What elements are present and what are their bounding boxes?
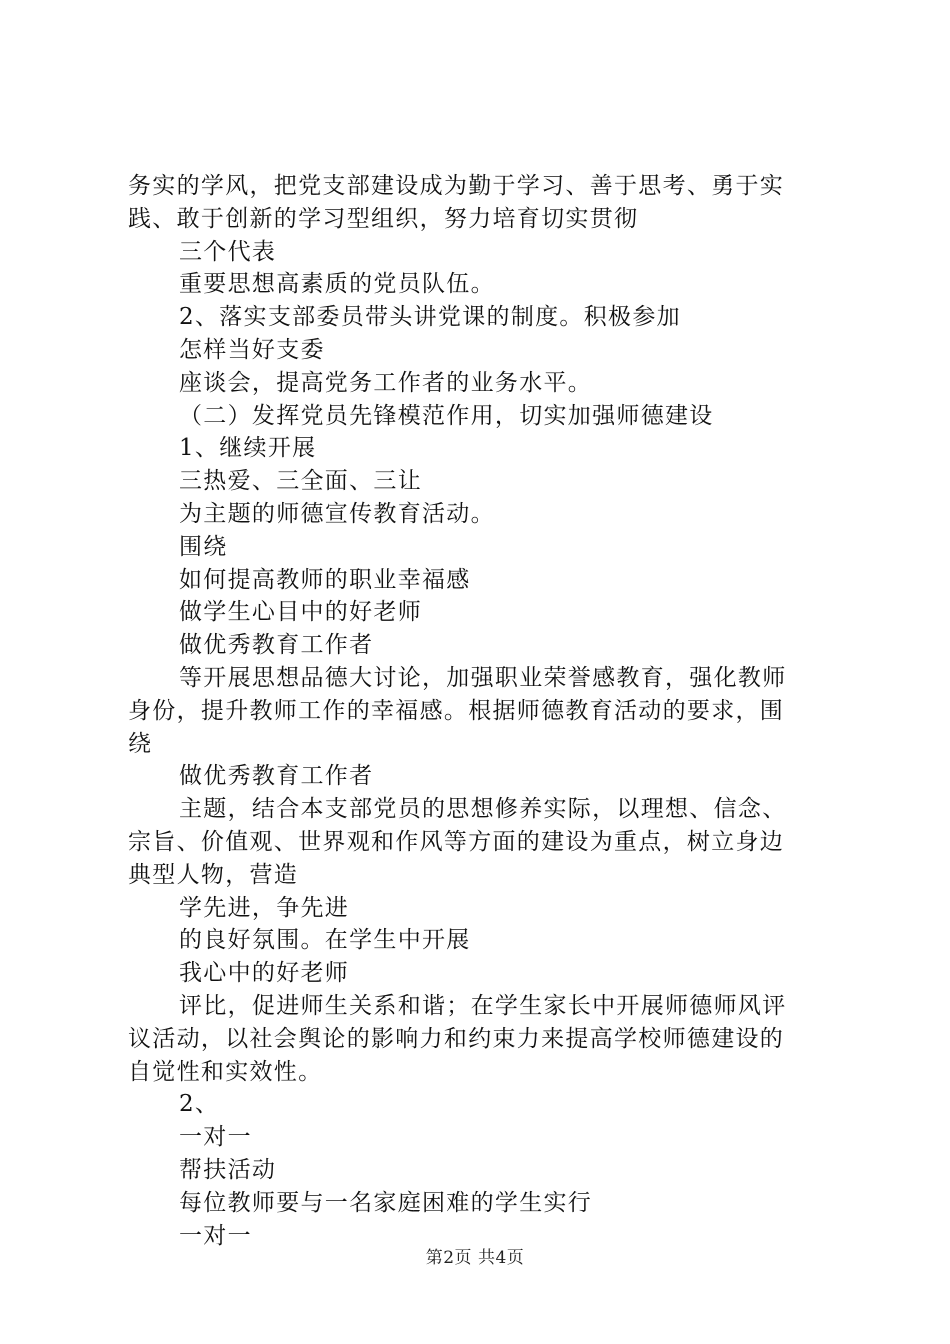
body-text-line: 议活动，以社会舆论的影响力和约束力来提高学校师德建设的	[128, 1025, 785, 1052]
body-text-line: 践、敢于创新的学习型组织，努力培育切实贯彻	[128, 205, 639, 232]
body-text-line: 三热爱、三全面、三让	[179, 468, 422, 495]
body-text-line: 做优秀教育工作者	[179, 632, 374, 659]
body-text-line: 为主题的师德宣传教育活动。	[179, 500, 495, 527]
body-text-line: 自觉性和实效性。	[128, 1058, 323, 1085]
body-text-line: 1、继续开展	[179, 435, 317, 462]
body-text-line: 评比，促进师生关系和谐；在学生家长中开展师德师风评	[179, 992, 787, 1019]
body-text-line: （二）发挥党员先锋模范作用，切实加强师德建设	[179, 402, 714, 429]
body-text-line: 怎样当好支委	[179, 336, 325, 363]
body-text-line: 一对一	[179, 1124, 252, 1151]
body-text-line: 2、	[179, 1091, 220, 1118]
body-text-line: 每位教师要与一名家庭困难的学生实行	[179, 1189, 593, 1216]
body-text-line: 做优秀教育工作者	[179, 763, 374, 790]
body-text-line: 学先进，争先进	[179, 894, 350, 921]
body-text-line: 身份，提升教师工作的幸福感。根据师德教育活动的要求，围	[128, 697, 785, 724]
body-text-line: 务实的学风，把党支部建设成为勤于学习、善于思考、勇于实	[128, 173, 785, 199]
body-text-line: 重要思想高素质的党员队伍。	[179, 271, 495, 298]
body-text-line: 帮扶活动	[179, 1156, 277, 1183]
body-text-line: 绕	[128, 730, 153, 757]
body-text-line: 主题，结合本支部党员的思想修养实际，以理想、信念、	[179, 796, 787, 823]
body-text-line: 的良好氛围。在学生中开展	[179, 927, 471, 954]
document-body	[128, 170, 828, 1252]
body-text-line: 典型人物，营造	[128, 861, 299, 888]
body-text-line: 我心中的好老师	[179, 960, 350, 987]
body-text-line: 做学生心目中的好老师	[179, 599, 422, 626]
body-text-line: 围绕	[179, 533, 228, 560]
body-text-line: 一对一	[179, 1222, 252, 1249]
body-text-line: 座谈会，提高党务工作者的业务水平。	[179, 369, 593, 396]
page-footer: 第2页 共4页	[425, 1248, 525, 1268]
body-text-line: 等开展思想品德大讨论，加强职业荣誉感教育，强化教师	[179, 664, 787, 691]
body-text-line: 2、落实支部委员带头讲党课的制度。积极参加	[179, 304, 681, 331]
body-text-line: 宗旨、价值观、世界观和作风等方面的建设为重点，树立身边	[128, 828, 785, 855]
body-text-line: 如何提高教师的职业幸福感	[179, 566, 471, 593]
body-text-line: 三个代表	[179, 238, 277, 265]
